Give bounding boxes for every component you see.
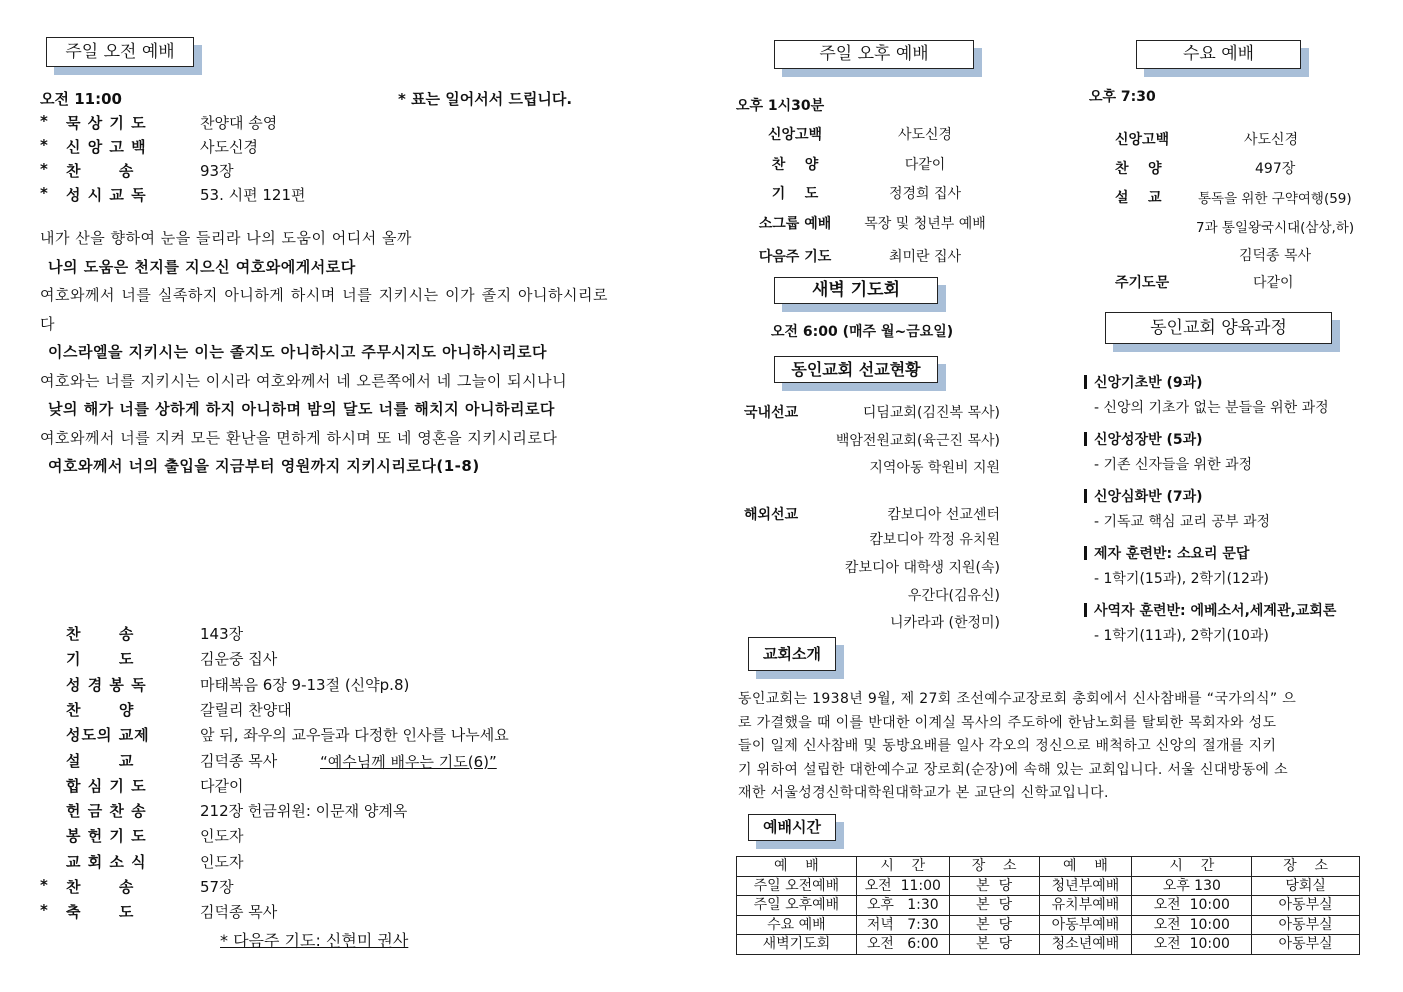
domestic-mission-item: 백암전원교회(육근진 목사) — [835, 433, 1000, 449]
dawn-time: 오전 6:00 (매주 월~금요일) — [771, 324, 954, 340]
wed-label-creed: 신앙고백 — [1115, 132, 1170, 148]
wed-sermon-preacher: 김덕종 목사 — [1239, 248, 1312, 264]
dawn-prayer-title: 새벽 기도회 — [774, 277, 938, 304]
table-cell: 유치부예배 — [1039, 896, 1132, 916]
order-label: 성 시 교 독 — [66, 186, 147, 204]
table-cell: 저녁 7:30 — [856, 915, 949, 935]
table-row — [737, 915, 1360, 935]
intro-line: 들이 일제 신사참배 및 동방요배를 일사 각오의 정신으로 배척하고 신앙의 절개를 지키 — [738, 738, 1277, 754]
overseas-mission-label: 해외선교 — [744, 507, 799, 523]
table-cell: 아동부실 — [1252, 935, 1360, 955]
sermon-title: “예수님께 배우는 기도(6)” — [320, 753, 497, 771]
bullet-bar-icon — [1084, 432, 1087, 446]
psalm-verse: 여호와께서 너의 출입을 지금부터 영원까지 지키시리로다(1-8) — [48, 457, 480, 475]
morning-service-title: 주일 오전 예배 — [46, 37, 194, 67]
table-cell: 청년부예배 — [1039, 876, 1132, 896]
order-mark: * — [40, 160, 48, 178]
table-header-cell: 시 간 — [1132, 857, 1252, 877]
overseas-mission-item: 니카라과 (한정미) — [889, 615, 1000, 631]
wed-label-praise: 찬 양 — [1115, 161, 1162, 177]
order-value: 앞 뒤, 좌우의 교우들과 다정한 인사를 나누세요 — [200, 726, 509, 745]
order-mark: * — [40, 136, 48, 154]
intro-line: 동인교회는 1938년 9월, 제 27회 조선예수교장로회 총회에서 신사참배를 “국가의식” 으 — [738, 691, 1297, 707]
wed-sermon-line2: 7과 통일왕국시대(삼상,하) — [1196, 220, 1355, 236]
table-header-cell: 장 소 — [1252, 857, 1360, 877]
table-cell: 수요 예배 — [737, 915, 857, 935]
order-value: 김운중 집사 — [200, 650, 278, 669]
order-value: 212장 헌금위원: 이문재 양계옥 — [200, 802, 408, 821]
bullet-bar-icon — [1084, 375, 1087, 389]
table-cell: 주일 오후예배 — [737, 896, 857, 916]
order-value: 마태복음 6장 9-13절 (신약p.8) — [200, 675, 410, 694]
order-label: 찬 송 — [66, 162, 135, 180]
training-course-desc: - 1학기(15과), 2학기(12과) — [1094, 571, 1269, 587]
psalm-verse: 여호와께서 너를 지켜 모든 환난을 면하게 하시며 또 네 영혼을 지키시리로다 — [40, 428, 558, 447]
table-cell: 본 당 — [949, 935, 1039, 955]
overseas-mission-item: 캄보디아 대학생 지원(속) — [844, 560, 1000, 576]
table-cell: 오전 10:00 — [1132, 935, 1252, 955]
afternoon-label: 찬 양 — [771, 157, 819, 173]
mission-title: 동인교회 선교현황 — [774, 356, 938, 383]
table-cell: 본 당 — [949, 896, 1039, 916]
training-course-desc: - 기존 신자들을 위한 과정 — [1094, 457, 1253, 473]
morning-time: 오전 11:00 — [40, 90, 122, 108]
afternoon-value: 정경희 집사 — [888, 186, 962, 202]
order-label: 성 경 봉 독 — [66, 675, 147, 694]
training-title: 동인교회 양육과정 — [1105, 312, 1332, 344]
afternoon-value: 사도신경 — [897, 127, 953, 143]
wed-label-lords-prayer: 주기도문 — [1115, 275, 1170, 291]
table-header-cell: 예 배 — [1039, 857, 1132, 877]
afternoon-label: 다음주 기도 — [758, 249, 832, 265]
order-value: 김덕종 목사 — [200, 903, 278, 922]
order-value: 김덕종 목사 — [200, 751, 278, 770]
psalm-verse: 여호와께서 너를 실족하지 아니하게 하시며 너를 지키시는 이가 졸지 아니하시리로다 — [40, 286, 608, 333]
afternoon-time: 오후 1시30분 — [736, 98, 825, 114]
table-cell: 아동부실 — [1252, 915, 1360, 935]
order-value: 사도신경 — [200, 138, 258, 156]
training-course-desc: - 기독교 핵심 교리 공부 과정 — [1094, 514, 1271, 530]
table-cell: 오전 6:00 — [856, 935, 949, 955]
order-mark: * — [40, 184, 48, 202]
wednesday-service-title: 수요 예배 — [1136, 40, 1301, 69]
order-mark: * — [40, 876, 48, 894]
wed-value-praise: 497장 — [1255, 161, 1296, 177]
bullet-bar-icon — [1084, 489, 1087, 503]
table-cell: 오후 1:30 — [856, 896, 949, 916]
psalm-verse: 여호와는 너를 지키시는 이시라 여호와께서 네 오른쪽에서 네 그늘이 되시나니 — [40, 371, 568, 390]
psalm-verse: 낮의 해가 너를 상하게 하지 아니하며 밤의 달도 너를 해치지 아니하리로다 — [48, 400, 555, 418]
intro-line: 기 위하여 설립한 대한예수교 장로회(순장)에 속해 있는 교회입니다. 서울 신대방동에 소 — [738, 761, 1289, 778]
table-cell: 오전 10:00 — [1132, 915, 1252, 935]
table-cell: 오후 130 — [1132, 876, 1252, 896]
table-row — [737, 876, 1360, 896]
order-label: 기 도 — [66, 650, 135, 669]
table-header-cell: 시 간 — [856, 857, 949, 877]
domestic-mission-item: 디딤교회(김진복 목사) — [862, 405, 1000, 421]
training-course-name: 사역자 훈련반: 에베소서,세계관,교회론 — [1094, 603, 1337, 619]
training-course-desc: - 신앙의 기초가 없는 분들을 위한 과정 — [1094, 400, 1329, 416]
order-value: 53. 시편 121편 — [200, 186, 306, 204]
worship-schedule-table — [736, 856, 1360, 955]
table-cell: 당회실 — [1252, 876, 1360, 896]
table-header-cell: 장 소 — [949, 857, 1039, 877]
order-label: 찬 송 — [66, 625, 135, 643]
table-cell: 본 당 — [949, 915, 1039, 935]
table-cell: 본 당 — [949, 876, 1039, 896]
order-mark: * — [40, 901, 48, 920]
table-cell: 주일 오전예배 — [737, 876, 857, 896]
table-cell: 오전 10:00 — [1132, 896, 1252, 916]
intro-line: 재한 서울성경신학대학원대학교가 본 교단의 신학교입니다. — [738, 785, 1109, 801]
order-label: 합 심 기 도 — [66, 776, 147, 795]
training-course-name: 신앙심화반 (7과) — [1094, 489, 1203, 505]
order-mark: * — [40, 112, 48, 130]
afternoon-label: 소그룹 예배 — [758, 216, 832, 232]
order-label: 신 앙 고 백 — [66, 138, 147, 156]
table-row — [737, 935, 1360, 955]
order-value: 다같이 — [200, 776, 244, 795]
order-value: 갈릴리 찬양대 — [200, 700, 292, 719]
order-label: 성도의 교제 — [66, 726, 150, 745]
afternoon-service-title: 주일 오후 예배 — [774, 40, 974, 69]
order-label: 찬 양 — [66, 700, 135, 719]
wed-value-lords-prayer: 다같이 — [1253, 275, 1294, 291]
overseas-mission-item: 캄보디아 깍정 유치원 — [869, 532, 1000, 548]
schedule-title: 예배시간 — [748, 814, 836, 841]
training-course-name: 신앙기초반 (9과) — [1094, 375, 1203, 391]
order-value: 93장 — [200, 162, 234, 180]
table-cell: 새벽기도회 — [737, 935, 857, 955]
psalm-verse: 나의 도움은 천지를 지으신 여호와에게서로다 — [48, 257, 356, 276]
standing-note: * 표는 일어서서 드립니다. — [398, 90, 573, 108]
order-value: 57장 — [200, 878, 234, 896]
overseas-mission-item: 캄보디아 선교센터 — [887, 507, 1000, 523]
table-cell: 아동부예배 — [1039, 915, 1132, 935]
order-value: 인도자 — [200, 852, 244, 871]
bullet-bar-icon — [1084, 603, 1087, 617]
table-cell: 청소년예배 — [1039, 935, 1132, 955]
order-label: 축 도 — [66, 903, 135, 922]
intro-title: 교회소개 — [748, 637, 836, 671]
training-course-desc: - 1학기(11과), 2학기(10과) — [1094, 628, 1269, 644]
training-course-name: 신앙성장반 (5과) — [1094, 432, 1203, 448]
table-row — [737, 896, 1360, 916]
table-header-row — [737, 857, 1360, 877]
order-label: 찬 송 — [66, 878, 135, 896]
order-label: 헌 금 찬 송 — [66, 802, 147, 821]
wednesday-time: 오후 7:30 — [1089, 89, 1156, 105]
psalm-reading — [40, 224, 608, 481]
afternoon-label: 신앙고백 — [767, 127, 823, 143]
wed-value-sermon: 통독을 위한 구약여행(59) — [1198, 191, 1352, 207]
afternoon-label: 기 도 — [771, 186, 819, 202]
table-header-cell: 예 배 — [737, 857, 857, 877]
afternoon-value: 목장 및 청년부 예배 — [864, 216, 986, 232]
order-label: 봉 헌 기 도 — [66, 827, 147, 846]
bullet-bar-icon — [1084, 546, 1087, 560]
training-course-name: 제자 훈련반: 소요리 문답 — [1094, 546, 1250, 562]
overseas-mission-item: 우간다(김유신) — [907, 588, 1000, 604]
order-label: 교 회 소 식 — [66, 852, 147, 871]
psalm-verse: 이스라엘을 지키시는 이는 졸지도 아니하시고 주무시지도 아니하시리로다 — [48, 343, 548, 361]
wed-value-creed: 사도신경 — [1244, 132, 1299, 148]
domestic-mission-item: 지역아동 학원비 지원 — [869, 460, 1000, 476]
domestic-mission-label: 국내선교 — [744, 405, 799, 421]
table-cell: 아동부실 — [1252, 896, 1360, 916]
psalm-verse: 내가 산을 향하여 눈을 들리라 나의 도움이 어디서 올까 — [40, 229, 412, 247]
next-week-prayer: * 다음주 기도: 신현미 권사 — [220, 931, 409, 950]
order-label: 설 교 — [66, 751, 135, 770]
intro-line: 로 가결했을 때 이를 반대한 이계실 목사의 주도하에 한남노회를 탈퇴한 목회자와 성도 — [738, 714, 1277, 731]
order-value: 인도자 — [200, 827, 244, 846]
order-label: 묵 상 기 도 — [66, 114, 147, 132]
wed-label-sermon: 설 교 — [1115, 190, 1162, 206]
order-value: 찬양대 송영 — [200, 114, 278, 132]
afternoon-value: 최미란 집사 — [888, 249, 962, 265]
afternoon-value: 다같이 — [904, 157, 946, 173]
order-value: 143장 — [200, 625, 244, 643]
table-cell: 오전 11:00 — [856, 876, 949, 896]
